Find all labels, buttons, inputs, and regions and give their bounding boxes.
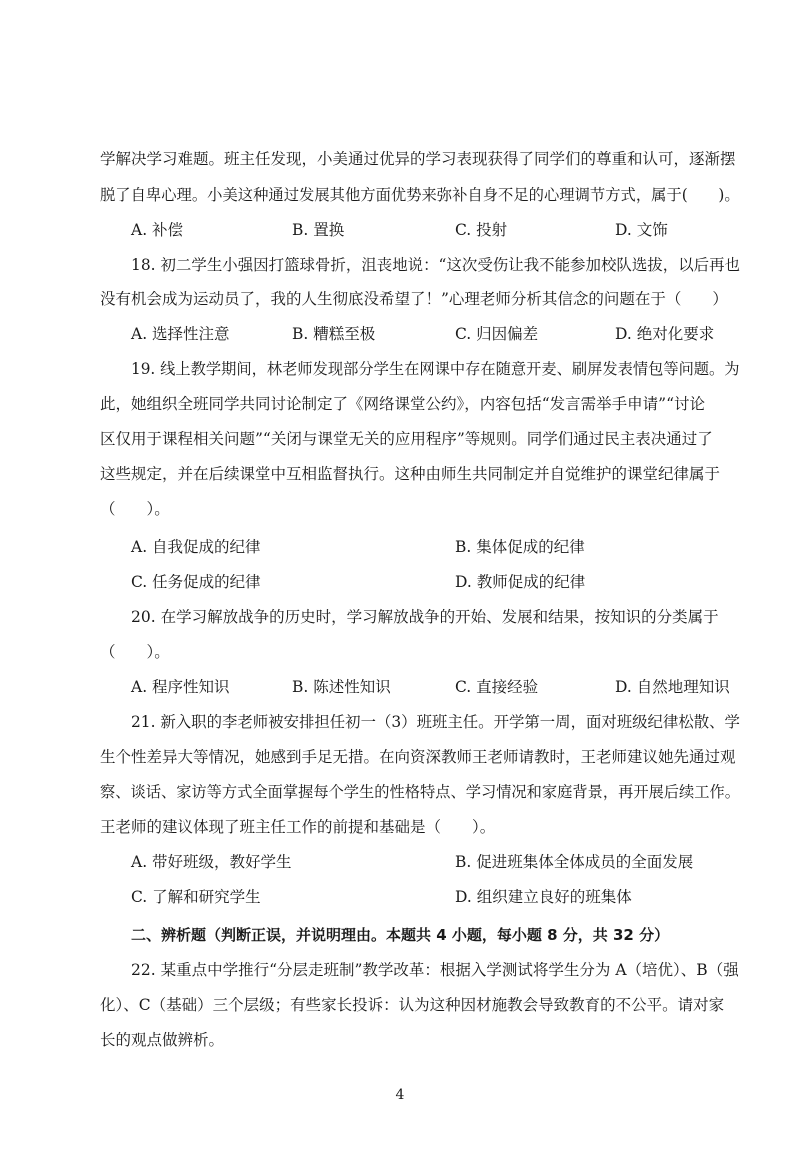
q19-line-3: 区仅用于课程相关问题”“关闭与课堂无关的应用程序”等规则。同学们通过民主表决通过了 xyxy=(100,430,713,448)
q21-line-3: 察、谈话、家访等方式全面掌握每个学生的性格特点、学习情况和家庭背景，再开展后续工作。 xyxy=(100,783,741,801)
page-number: 4 xyxy=(395,1087,405,1103)
q21-option-b: B. 促进班集体全体成员的全面发展 xyxy=(455,853,694,871)
q21-line-2: 生个性差异大等情况，她感到手足无措。在向资深教师王老师请教时，王老师建议她先通过观 xyxy=(100,748,736,766)
q19-option-d: D. 教师促成的纪律 xyxy=(455,573,586,591)
q21-option-c: C. 了解和研究学生 xyxy=(131,888,261,906)
q19-line-2: 此，她组织全班同学共同讨论制定了《网络课堂公约》，内容包括“发言需举手申请”“讨论 xyxy=(100,395,706,413)
q20-option-c: C. 直接经验 xyxy=(455,678,539,696)
q17-line-2: 脱了自卑心理。小美这种通过发展其他方面优势来弥补自身不足的心理调节方式，属于( )。 xyxy=(100,186,740,204)
q22-line-2: 化）、C（基础）三个层级；有些家长投诉：认为这种因材施教会导致教育的不公平。请对家 xyxy=(100,996,725,1014)
q17-option-a: A. 补偿 xyxy=(131,221,184,239)
q18-option-a: A. 选择性注意 xyxy=(131,325,230,343)
q20-option-b: B. 陈述性知识 xyxy=(292,678,391,696)
q20-option-d: D. 自然地理知识 xyxy=(615,678,730,696)
q18-option-d: D. 绝对化要求 xyxy=(615,325,715,343)
q20-line-1: 20. 在学习解放战争的历史时，学习解放战争的开始、发展和结果，按知识的分类属于 xyxy=(131,608,719,626)
q21-option-a: A. 带好班级，教好学生 xyxy=(131,853,292,871)
q19-line-5: （ ）。 xyxy=(100,500,170,518)
q18-option-c: C. 归因偏差 xyxy=(455,325,539,343)
q20-option-a: A. 程序性知识 xyxy=(131,678,230,696)
q19-line-4: 这些规定，并在后续课堂中互相监督执行。这种由师生共同制定并自觉维护的课堂纪律属于 xyxy=(100,465,721,483)
q19-option-a: A. 自我促成的纪律 xyxy=(131,538,261,556)
q19-option-b: B. 集体促成的纪律 xyxy=(455,538,585,556)
q20-line-2: （ ）。 xyxy=(100,643,170,661)
q21-option-d: D. 组织建立良好的班集体 xyxy=(455,888,632,906)
section-heading: 二、辨析题（判断正误，并说明理由。本题共 4 小题，每小题 8 分，共 32 分） xyxy=(131,926,670,944)
q19-option-c: C. 任务促成的纪律 xyxy=(131,573,261,591)
q17-option-b: B. 置换 xyxy=(292,221,345,239)
q17-line-1: 学解决学习难题。班主任发现，小美通过优异的学习表现获得了同学们的尊重和认可，逐渐摆 xyxy=(100,150,736,168)
q21-line-4: 王老师的建议体现了班主任工作的前提和基础是（ ）。 xyxy=(100,818,496,836)
q18-line-1: 18. 初二学生小强因打篮球骨折，沮丧地说：“这次受伤让我不能参加校队选拔，以后再也 xyxy=(131,256,740,274)
q17-option-c: C. 投射 xyxy=(455,221,508,239)
q18-line-2: 没有机会成为运动员了，我的人生彻底没希望了！”心理老师分析其信念的问题在于（ ） xyxy=(100,290,728,308)
q21-line-1: 21. 新入职的李老师被安排担任初一（3）班班主任。开学第一周，面对班级纪律松散、学 xyxy=(131,713,740,731)
q17-option-d: D. 文饰 xyxy=(615,221,668,239)
q22-line-3: 长的观点做辨析。 xyxy=(100,1031,225,1049)
q18-option-b: B. 糟糕至极 xyxy=(292,325,376,343)
q22-line-1: 22. 某重点中学推行“分层走班制”教学改革：根据入学测试将学生分为 A（培优）、B（强 xyxy=(131,961,739,979)
q19-line-1: 19. 线上教学期间，林老师发现部分学生在网课中存在随意开麦、刷屏发表情包等问题。为 xyxy=(131,360,740,378)
